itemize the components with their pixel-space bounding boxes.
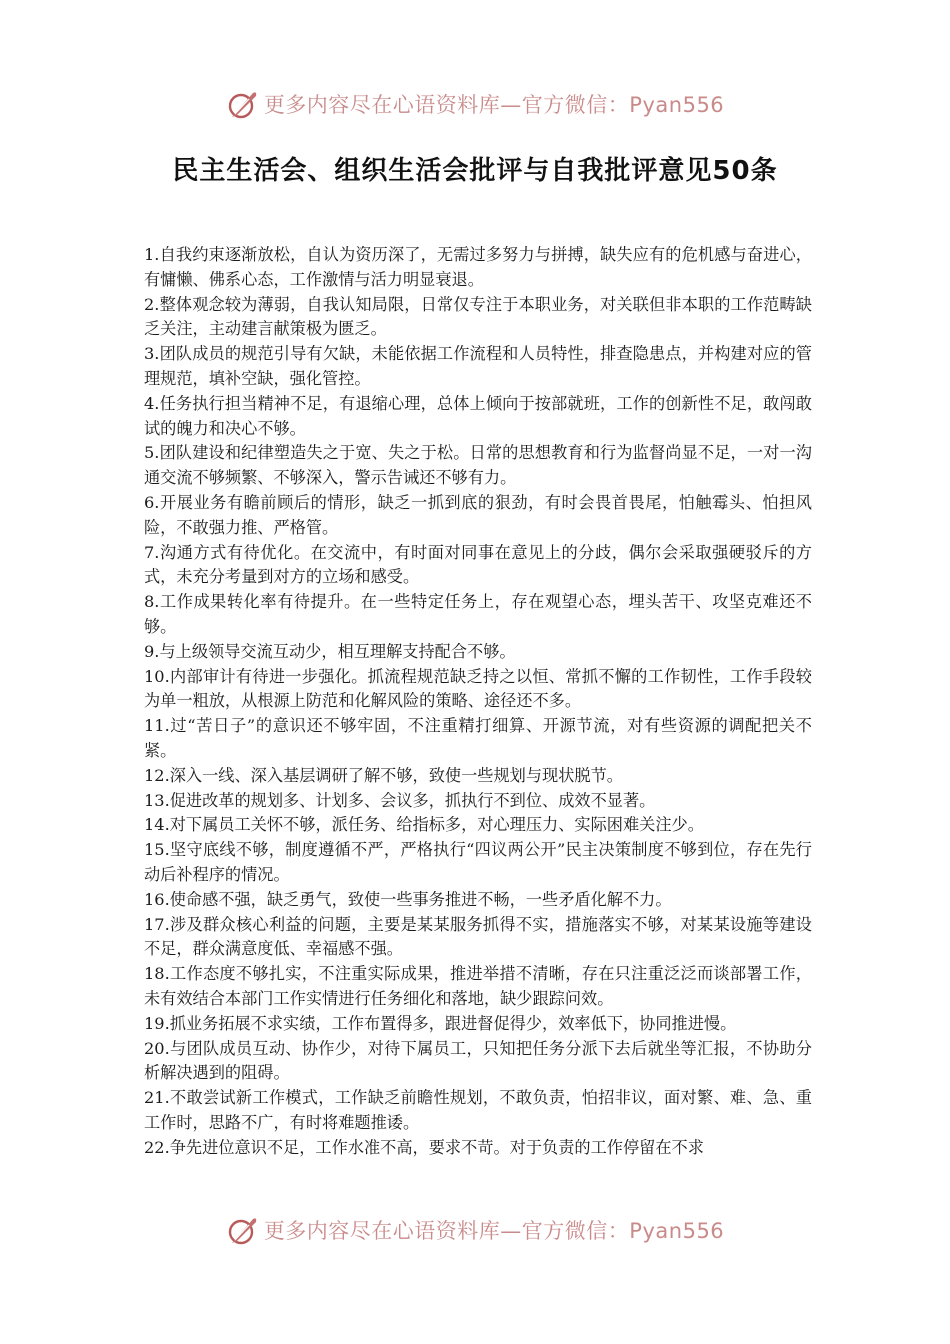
document-title: 民主生活会、组织生活会批评与自我批评意见50条 xyxy=(172,156,778,186)
header-banner-text: 更多内容尽在心语资料库—官方微信：Pyan556 xyxy=(263,93,725,117)
list-item: 1.自我约束逐渐放松，自认为资历深了，无需过多努力与拼搏，缺失应有的危机感与奋进心，有慵懒、佛系心态，工作激情与活力明显衰退。 xyxy=(144,245,812,289)
list-item: 11.过“苦日子”的意识还不够牢固，不注重精打细算、开源节流，对有些资源的调配把关不紧。 xyxy=(144,716,812,760)
header-banner xyxy=(0,82,950,126)
list-item: 4.任务执行担当精神不足，有退缩心理，总体上倾向于按部就班，工作的创新性不足，敢闯敢试的魄力和决心不够。 xyxy=(144,393,812,438)
list-item: 12.深入一线、深入基层调研了解不够，致使一些规划与现状脱节。 xyxy=(144,765,623,785)
list-item: 22.争先进位意识不足，工作水准不高，要求不苛。对于负责的工作停留在不求 xyxy=(144,1137,704,1157)
list-item: 2.整体观念较为薄弱，自我认知局限，日常仅专注于本职业务，对关联但非本职的工作范畴缺乏关注，主动建言献策极为匮乏。 xyxy=(144,294,812,339)
list-item: 21.不敢尝试新工作模式，工作缺乏前瞻性规划，不敢负责，怕招非议，面对繁、难、急、重工作时，思路不广，有时将难题推诿。 xyxy=(144,1088,812,1132)
list-item: 5.团队建设和纪律塑造失之于宽、失之于松。日常的思想教育和行为监督尚显不足，一对一沟通交流不够频繁、不够深入，警示告诫还不够有力。 xyxy=(144,443,812,488)
list-item: 16.使命感不强，缺乏勇气，致使一些事务推进不畅，一些矛盾化解不力。 xyxy=(144,889,672,909)
list-item: 9.与上级领导交流互动少，相互理解支持配合不够。 xyxy=(144,641,516,661)
list-item: 8.工作成果转化率有待提升。在一些特定任务上，存在观望心态，埋头苦干、攻坚克难还不够。 xyxy=(144,592,812,636)
document-body xyxy=(144,243,812,1191)
list-item: 6.开展业务有瞻前顾后的情形，缺乏一抓到底的狠劲，有时会畏首畏尾，怕触霉头、怕担风险，不敢强力推、严格管。 xyxy=(144,492,812,537)
list-item: 17.涉及群众核心利益的问题，主要是某某服务抓得不实，措施落实不够，对某某设施等建设不足，群众满意度低、幸福感不强。 xyxy=(144,914,812,959)
list-item: 19.抓业务拓展不求实绩，工作布置得多，跟进督促得少，效率低下，协同推进慢。 xyxy=(144,1013,737,1033)
list-item: 14.对下属员工关怀不够，派任务、给指标多，对心理压力、实际困难关注少。 xyxy=(144,815,704,835)
list-item: 18.工作态度不够扎实，不注重实际成果，推进举措不清晰，存在只注重泛泛而谈部署工作，未有效结合本部门工作实情进行任务细化和落地，缺少跟踪问效。 xyxy=(144,964,812,1008)
quill-logo-icon xyxy=(226,1213,260,1247)
list-item: 20.与团队成员互动、协作少，对待下属员工，只知把任务分派下去后就坐等汇报，不协助分析解决遇到的阻碍。 xyxy=(144,1038,812,1083)
list-item: 13.促进改革的规划多、计划多、会议多，抓执行不到位、成效不显著。 xyxy=(144,790,656,810)
quill-logo-icon xyxy=(226,87,260,121)
footer-banner xyxy=(0,1208,950,1252)
list-item: 7.沟通方式有待优化。在交流中，有时面对同事在意见上的分歧，偶尔会采取强硬驳斥的方式，未充分考量到对方的立场和感受。 xyxy=(144,542,812,587)
list-item: 15.坚守底线不够，制度遵循不严，严格执行“四议两公开”民主决策制度不够到位，存在先行动后补程序的情况。 xyxy=(144,840,812,884)
list-item: 10.内部审计有待进一步强化。抓流程规范缺乏持之以恒、常抓不懈的工作韧性，工作手段较为单一粗放，从根源上防范和化解风险的策略、途径还不多。 xyxy=(144,666,812,711)
footer-banner-text: 更多内容尽在心语资料库—官方微信：Pyan556 xyxy=(263,1219,725,1243)
list-item: 3.团队成员的规范引导有欠缺，未能依据工作流程和人员特性，排查隐患点，并构建对应的管理规范，填补空缺，强化管控。 xyxy=(144,344,812,388)
